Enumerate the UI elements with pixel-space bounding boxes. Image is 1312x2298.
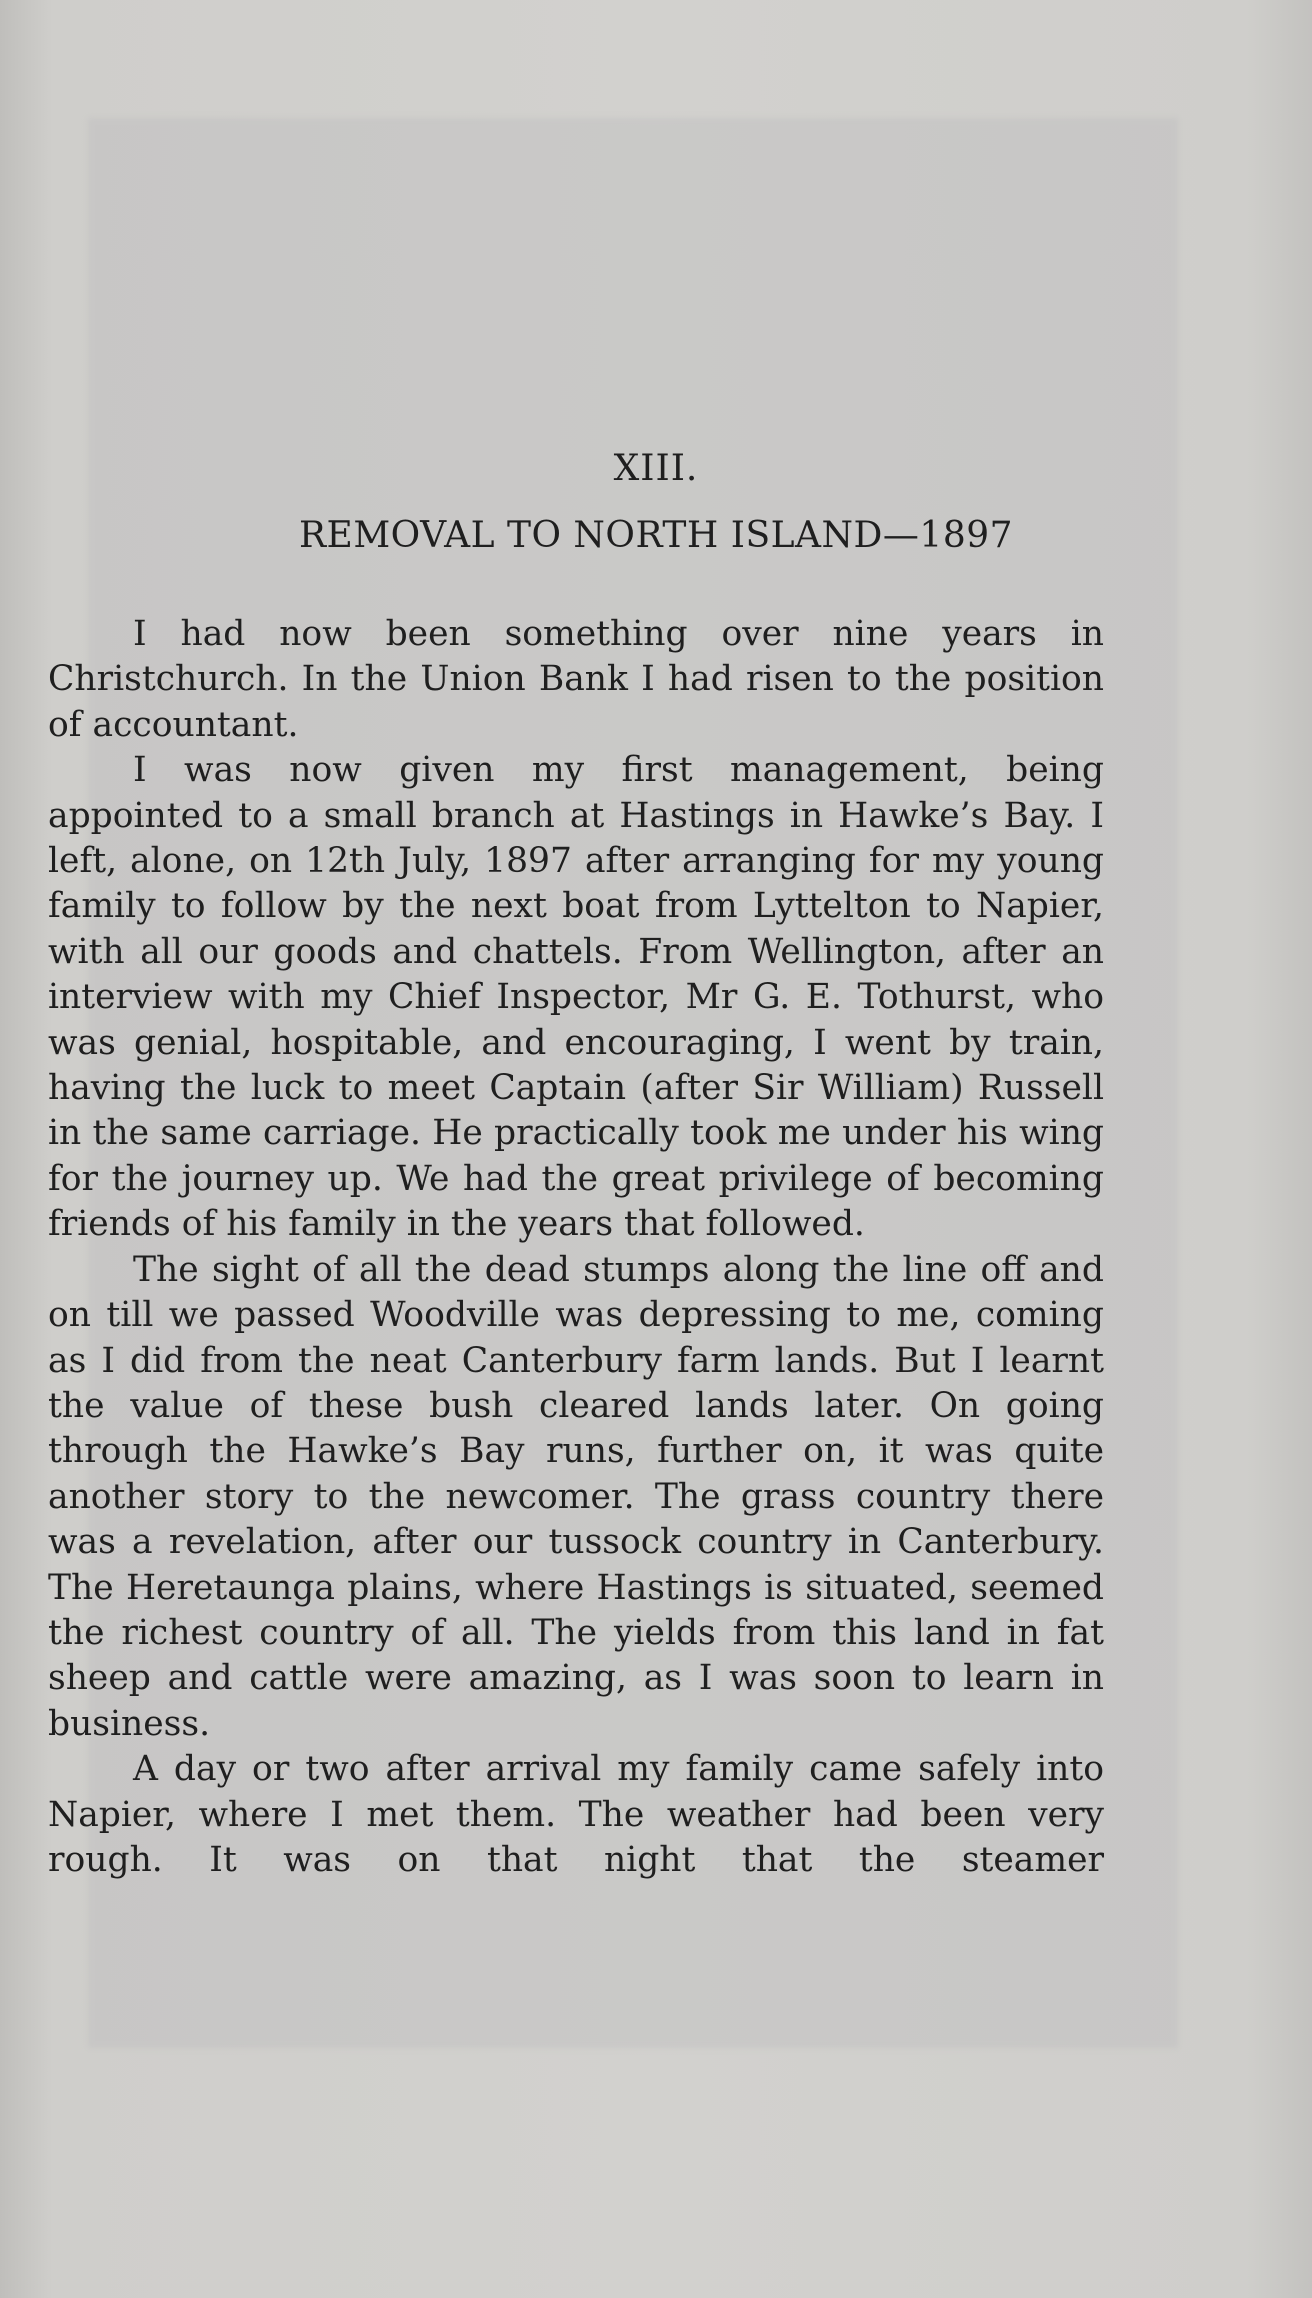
chapter-number: XIII. bbox=[613, 448, 699, 489]
chapter-title: REMOVAL TO NORTH ISLAND—1897 bbox=[298, 515, 1014, 556]
paragraph: The sight of all the dead stumps along the line off and on till we passed Woodville was depressing to me, coming as I did from the neat Canterbury farm lands. But I learnt the value of these bush cleared lands later. On going through the Hawke’s Bay runs, further on, it was quite another story to the newcomer. The grass country there was a revelation, after our tussock country in Canterbury. The Heretaunga plains, where Hastings is situated, seemed the richest country of all. The yields from this land in fat sheep and cattle were amazing, as I was soon to learn in business. bbox=[48, 1249, 1104, 1744]
paragraph: I had now been something over nine years in Christchurch. In the Union Bank I had risen to the position of accountant. bbox=[48, 614, 1104, 745]
paragraph: I was now given my first management, being appointed to a small branch at Hastings in Hawke’s Bay. I left, alone, on 12th July, 1897 after arranging for my young family to follow by the next boat from Lyttelton to Napier, with all our goods and chattels. From Wellington, after an interview with my Chief Inspector, Mr G. E. Tothurst, who was genial, hospitable, and encouraging, I went by train, having the luck to meet Captain (after Sir William) Russell in the same carriage. He practically took me under his wing for the journey up. We had the great privilege of becoming friends of his family in the years that followed. bbox=[48, 750, 1104, 1245]
paragraph: A day or two after arrival my family came safely into Napier, where I met them. The weather had been very rough. It was on that night that the steamer bbox=[48, 1749, 1104, 1880]
body-text bbox=[48, 612, 1104, 1883]
